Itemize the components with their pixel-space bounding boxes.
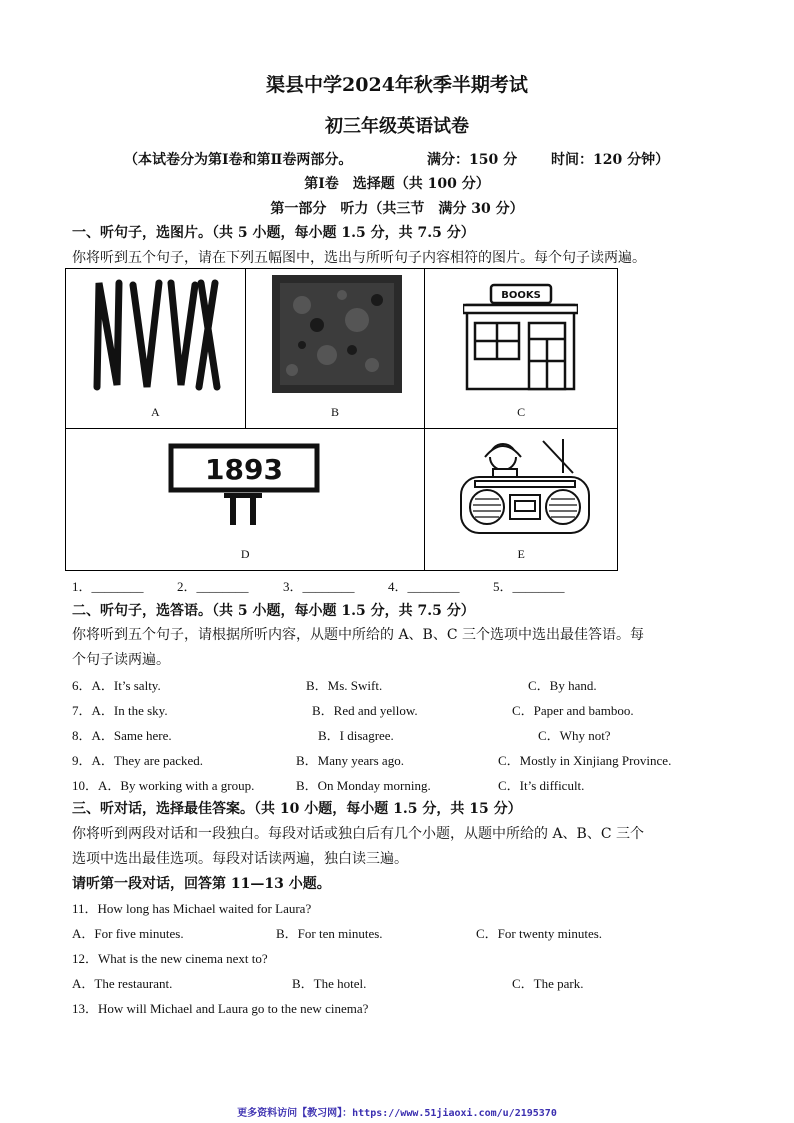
q6-option-c[interactable]: C．By hand. [528, 678, 597, 693]
answer-blank-1[interactable]: 1．________ [72, 579, 144, 594]
q9-option-a[interactable]: 9．A．They are packed. [72, 753, 204, 768]
answer-blank-2[interactable]: 2．________ [177, 579, 249, 594]
year-sign-icon [168, 443, 320, 527]
q11-stem: 11．How long has Michael waited for Laura? [72, 901, 312, 916]
answer-blank-3[interactable]: 3．________ [283, 579, 355, 594]
picture-grid [65, 268, 618, 571]
q8-option-b[interactable]: B．I disagree. [318, 728, 394, 743]
picture-label-d: D [240, 547, 250, 561]
q11-option-c[interactable]: C．For twenty minutes. [476, 926, 603, 941]
section1-instruction: 你将听到五个句子，请在下列五幅图中，选出与所听句子内容相符的图片。每个句子读两遍。 [72, 250, 646, 266]
paper-info-note: （本试卷分为第Ⅰ卷和第Ⅱ卷两部分。 [124, 152, 353, 168]
volume-heading: 第Ⅰ卷 选择题（共 100 分） [304, 176, 490, 192]
radio-boy-icon [455, 437, 595, 537]
picture-cell-e [425, 429, 618, 571]
q7-option-c[interactable]: C．Paper and bamboo. [512, 703, 634, 718]
full-score: 满分：150 分 [427, 152, 518, 168]
section3-heading: 三、听对话，选择最佳答案。（共 10 小题，每小题 1.5 分，共 15 分） [72, 801, 522, 817]
footer-resource-link[interactable] [0, 1104, 794, 1119]
paper-title: 初三年级英语试卷 [325, 116, 469, 137]
picture-cell-c [425, 269, 618, 429]
handwritten-nvvx-icon [91, 277, 221, 395]
q12-option-b[interactable]: B．The hotel. [292, 976, 367, 991]
section1-heading: 一、听句子，选图片。（共 5 小题，每小题 1.5 分，共 7.5 分） [72, 225, 475, 241]
school-exam-title: 渠县中学2024年秋季半期考试 [266, 74, 528, 96]
q11-option-b[interactable]: B．For ten minutes. [276, 926, 383, 941]
q7-option-a[interactable]: 7．A．In the sky. [72, 703, 168, 718]
bookstore-sign-text: BOOKS [501, 290, 542, 301]
q8-option-c[interactable]: C．Why not? [538, 728, 611, 743]
picture-label-b: B [331, 405, 340, 419]
section2-instruction-line1: 你将听到五个句子，请根据所听内容，从题中所给的 A、B、C 三个选项中选出最佳答语。每 [72, 627, 645, 643]
q13-stem: 13．How will Michael and Laura go to the new cinema? [72, 1001, 369, 1016]
q8-option-a[interactable]: 8．A．Same here. [72, 728, 172, 743]
footer-link-text[interactable]: 更多资料访问【教习网】：https://www.51jiaoxi.com/u/2195370 [237, 1108, 557, 1119]
picture-cell-d [66, 429, 425, 571]
dark-texture-image-icon [272, 275, 402, 393]
q9-option-b[interactable]: B．Many years ago. [296, 753, 404, 768]
picture-cell-a [66, 269, 246, 429]
exam-time: 时间：120 分钟） [551, 152, 670, 168]
year-sign-text: 1893 [205, 453, 283, 486]
answer-blank-4[interactable]: 4．________ [388, 579, 460, 594]
part-heading: 第一部分 听力（共三节 满分 30 分） [270, 201, 524, 217]
picture-cell-b [245, 269, 425, 429]
bookstore-icon [463, 281, 578, 393]
q9-option-c[interactable]: C．Mostly in Xinjiang Province. [498, 753, 672, 768]
section3-instruction-line1: 你将听到两段对话和一段独白。每段对话或独白后有几个小题，从题中所给的 A、B、C 三个 [72, 826, 645, 842]
q12-option-a[interactable]: A．The restaurant. [72, 976, 173, 991]
q10-option-a[interactable]: 10．A．By working with a group. [72, 778, 255, 793]
q10-option-c[interactable]: C．It’s difficult. [498, 778, 585, 793]
picture-label-a: A [151, 405, 160, 419]
picture-label-e: E [517, 547, 525, 561]
q10-option-b[interactable]: B．On Monday morning. [296, 778, 431, 793]
q6-option-b[interactable]: B．Ms. Swift. [306, 678, 383, 693]
q7-option-b[interactable]: B．Red and yellow. [312, 703, 418, 718]
picture-label-c: C [517, 405, 526, 419]
answer-blank-5[interactable]: 5．________ [493, 579, 565, 594]
section2-heading: 二、听句子，选答语。（共 5 小题，每小题 1.5 分，共 7.5 分） [72, 603, 475, 619]
section2-instruction-line2: 个句子读两遍。 [72, 652, 170, 668]
q6-option-a[interactable]: 6．A．It’s salty. [72, 678, 161, 693]
q12-option-c[interactable]: C．The park. [512, 976, 584, 991]
q12-stem: 12．What is the new cinema next to? [72, 951, 268, 966]
dialogue1-heading: 请听第一段对话，回答第 11—13 小题。 [72, 876, 331, 892]
section3-instruction-line2: 选项中选出最佳选项。每段对话读两遍，独白读三遍。 [72, 851, 408, 867]
q11-option-a[interactable]: A．For five minutes. [72, 926, 184, 941]
